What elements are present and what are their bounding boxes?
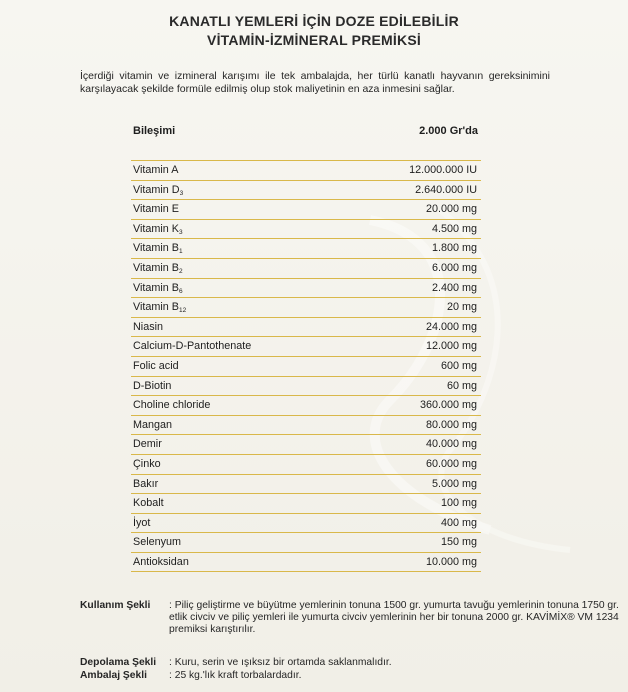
ingredient-name bbox=[133, 337, 251, 355]
ingredient-name bbox=[133, 200, 179, 218]
ingredient-name-text: Selenyum bbox=[133, 536, 182, 549]
ingredient-name bbox=[133, 455, 161, 473]
ingredient-name-text: Bakır bbox=[133, 477, 159, 490]
table-row bbox=[131, 220, 481, 240]
ingredient-name-text: Çinko bbox=[133, 457, 161, 470]
ingredient-name-text: Vitamin A bbox=[133, 164, 179, 176]
ingredient-amount: 1.800 mg bbox=[431, 242, 477, 255]
composition-table bbox=[131, 160, 481, 572]
ingredient-name bbox=[133, 377, 171, 395]
ingredient-amount: 24.000 mg bbox=[425, 320, 477, 333]
ingredient-amount: 100 mg bbox=[440, 497, 477, 510]
packaging-section bbox=[80, 670, 302, 682]
table-row bbox=[131, 181, 481, 201]
table-row bbox=[131, 533, 481, 553]
table-row bbox=[131, 298, 481, 318]
ingredient-name bbox=[133, 161, 178, 179]
ingredient-amount: 2.640.000 IU bbox=[415, 183, 477, 196]
ingredient-name bbox=[133, 318, 163, 336]
table-row bbox=[131, 416, 481, 436]
ingredient-subscript: 3 bbox=[179, 228, 183, 236]
table-row bbox=[131, 337, 481, 357]
document-title-line1: KANATLI YEMLERİ İÇİN DOZE EDİLEBİLİR bbox=[169, 13, 459, 29]
ingredient-amount: 12.000.000 IU bbox=[409, 164, 477, 176]
ingredient-name bbox=[133, 416, 172, 434]
ingredient-name-text: Folic acid bbox=[133, 359, 179, 372]
ingredient-name-text: Mangan bbox=[133, 418, 173, 431]
packaging-label: Ambalaj Şekli bbox=[80, 670, 147, 681]
ingredient-amount: 400 mg bbox=[440, 516, 477, 529]
table-header-composition: Bileşimi bbox=[133, 125, 176, 137]
table-row bbox=[131, 475, 481, 495]
ingredient-amount: 4.500 mg bbox=[431, 222, 477, 235]
ingredient-name bbox=[133, 553, 189, 571]
usage-section bbox=[80, 600, 619, 635]
ingredient-subscript: 6 bbox=[179, 287, 183, 295]
table-row bbox=[131, 377, 481, 397]
ingredient-subscript: 3 bbox=[179, 189, 184, 197]
ingredient-name-text: D-Biotin bbox=[133, 379, 172, 392]
ingredient-amount: 20.000 mg bbox=[425, 203, 477, 216]
ingredient-name bbox=[133, 494, 164, 512]
ingredient-amount: 150 mg bbox=[440, 536, 477, 549]
ingredient-amount: 60 mg bbox=[446, 379, 477, 392]
ingredient-name bbox=[133, 396, 210, 414]
ingredient-amount: 60.000 mg bbox=[425, 457, 477, 470]
table-row bbox=[131, 161, 481, 181]
ingredient-name-text: İyot bbox=[133, 516, 151, 529]
ingredient-name-text: Vitamin B bbox=[133, 281, 180, 294]
table-row bbox=[131, 396, 481, 416]
ingredient-amount: 20 mg bbox=[446, 301, 477, 314]
table-row bbox=[131, 318, 481, 338]
ingredient-name-text: Niasin bbox=[133, 320, 164, 333]
table-row bbox=[131, 455, 481, 475]
usage-text: : Piliç geliştirme ve büyütme yemlerinin tonuna 1500 gr. yumurta tavuğu yemlerinin tonuna 1750 gr. etlik civciv ve piliç yemleri ile yumurta civciv yemlerinin her bir tonuna 2000 gr. KAVİMİX® VM 1234 premiksi karıştırılır. bbox=[169, 600, 619, 635]
ingredient-subscript: 2 bbox=[179, 267, 183, 275]
ingredient-name-text: Choline chloride bbox=[133, 399, 211, 412]
ingredient-name-text: Kobalt bbox=[133, 497, 164, 510]
storage-section bbox=[80, 657, 392, 669]
storage-text: : Kuru, serin ve ışıksız bir ortamda saklanmalıdır. bbox=[169, 657, 392, 668]
ingredient-amount: 10.000 mg bbox=[425, 555, 477, 568]
ingredient-name bbox=[133, 435, 162, 453]
table-row bbox=[131, 553, 481, 573]
ingredient-name bbox=[133, 357, 179, 375]
ingredient-amount: 80.000 mg bbox=[425, 418, 477, 431]
ingredient-amount: 40.000 mg bbox=[425, 438, 477, 451]
ingredient-name-text: Vitamin E bbox=[133, 203, 180, 216]
ingredient-name-text: Vitamin B bbox=[133, 242, 180, 255]
table-row bbox=[131, 514, 481, 534]
ingredient-name bbox=[133, 475, 158, 493]
document-title-line2: VİTAMİN-İZMİNERAL PREMİKSİ bbox=[207, 32, 421, 48]
ingredient-name-text: Calcium-D-Pantothenate bbox=[133, 340, 252, 353]
table-row bbox=[131, 239, 481, 259]
ingredient-name-text: Vitamin B bbox=[133, 301, 180, 314]
ingredient-name-text: Vitamin D bbox=[133, 183, 180, 196]
ingredient-name-text: Antioksidan bbox=[133, 555, 189, 568]
usage-label: Kullanım Şekli bbox=[80, 600, 151, 611]
ingredient-name-text: Vitamin B bbox=[133, 261, 180, 274]
ingredient-name-text: Vitamin K bbox=[133, 222, 180, 235]
ingredient-amount: 12.000 mg bbox=[425, 340, 477, 353]
ingredient-subscript: 12 bbox=[179, 307, 187, 315]
ingredient-name bbox=[133, 533, 181, 551]
ingredient-amount: 6.000 mg bbox=[431, 261, 477, 274]
ingredient-amount: 600 mg bbox=[440, 359, 477, 372]
ingredient-amount: 5.000 mg bbox=[431, 477, 477, 490]
table-row bbox=[131, 435, 481, 455]
ingredient-amount: 360.000 mg bbox=[419, 399, 477, 412]
intro-paragraph: İçerdiği vitamin ve izmineral karışımı ile tek ambalajda, her türlü kanatlı hayvanın gereksinimini karşılayacak şekilde formüle edilmiş olup stok maliyetinin en aza inmesini sağlar. bbox=[80, 70, 550, 95]
ingredient-name bbox=[133, 514, 150, 532]
table-row bbox=[131, 279, 481, 299]
packaging-text: : 25 kg.'lık kraft torbalardadır. bbox=[169, 670, 302, 681]
table-row bbox=[131, 357, 481, 377]
table-row bbox=[131, 259, 481, 279]
ingredient-amount: 2.400 mg bbox=[431, 281, 477, 294]
ingredient-name-text: Demir bbox=[133, 438, 162, 451]
table-row bbox=[131, 494, 481, 514]
table-row bbox=[131, 200, 481, 220]
storage-label: Depolama Şekli bbox=[80, 657, 157, 668]
table-header-quantity: 2.000 Gr'da bbox=[419, 125, 478, 137]
ingredient-subscript: 1 bbox=[179, 248, 183, 256]
